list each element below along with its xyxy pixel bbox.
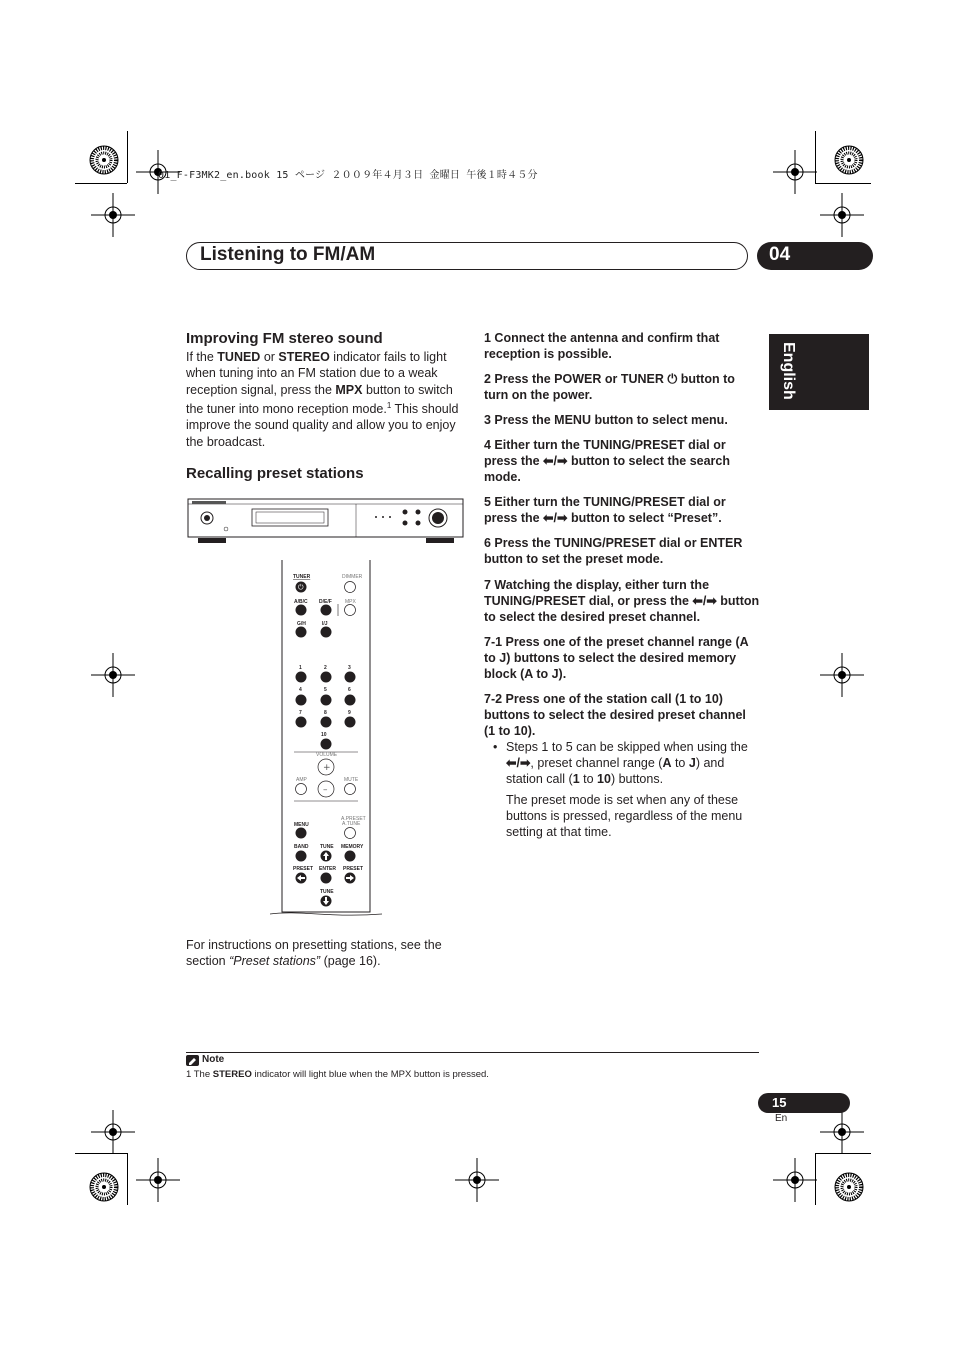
step-5: 5 Either turn the TUNING/PRESET dial or press the ⬅/➡ button to select “Preset”. [484,495,726,525]
note-icon [186,1055,200,1067]
svg-text:6: 6 [348,687,351,693]
page-language-code: En [775,1113,788,1124]
svg-text:10: 10 [321,732,327,738]
svg-text:7: 7 [299,710,302,716]
svg-text:G/H: G/H [297,621,306,627]
footnote-divider [186,1052,759,1053]
section-title-recalling-presets: Recalling preset stations [186,465,364,482]
step-3: 3 Press the MENU button to select menu. [484,413,728,427]
svg-text:⏻: ⏻ [298,583,304,592]
note-title: Note [202,1054,225,1065]
tuner-front-panel-illustration [186,496,466,552]
language-tab [769,334,869,410]
step-7: 7 Watching the display, either turn the TUNING/PRESET dial, or press the ⬅/➡ button to select the desired preset channel. [484,578,760,624]
svg-text:D/E/F: D/E/F [319,599,332,605]
svg-text:+: + [323,763,331,773]
chapter-title: Listening to FM/AM [200,244,376,265]
section-title-fm-stereo: Improving FM stereo sound [186,330,383,347]
footnote-text: 1 The STEREO indicator will light blue when the MPX button is pressed. [186,1069,489,1080]
page-number-tab [758,1093,850,1113]
bullet-marker: • [493,740,498,754]
chapter-number: 04 [769,244,791,265]
language-label: English [780,342,797,400]
svg-text:MPX: MPX [345,599,356,605]
remote-control-illustration [270,560,384,918]
preset-reference-paragraph: For instructions on presetting stations, see the section “Preset stations” (page 16). [186,938,442,968]
svg-text:MENU: MENU [294,822,309,828]
print-header: 01_F-F3MK2_en.book 15 ページ ２００９年４月３日 金曜日 午後１時４５分 [158,170,538,181]
step-6: 6 Press the TUNING/PRESET dial or ENTER button to set the preset mode. [484,536,743,566]
svg-text:5: 5 [324,687,327,693]
svg-text:8: 8 [324,710,327,716]
step-7-1: 7-1 Press one of the preset channel range (A to J) buttons to select the desired memory block (A to J). [484,635,749,681]
step-bullet-text: Steps 1 to 5 can be skipped when using the ⬅/➡, preset channel range (A to J) and station call (1 to 10) buttons. [506,740,748,786]
step-2: 2 Press the POWER or TUNER ⏻ button to turn on the power. [484,372,735,402]
step-1: 1 Connect the antenna and confirm that reception is possible. [484,331,720,361]
chapter-number-tab [757,242,873,270]
svg-text:ENTER: ENTER [319,866,336,872]
fm-stereo-paragraph: If the TUNED or STEREO indicator fails to light when tuning into an FM station due to a weak reception signal, press the MPX button to switch the tuner into mono reception mode.$^1$ This should improve the sound quality and allow you to enjoy the broadcast. [186,350,459,449]
svg-text:AMP: AMP [296,777,307,783]
preset-mode-note: The preset mode is set when any of these buttons is pressed, regardless of the menu setting at that time. [506,793,743,839]
svg-text:3: 3 [348,665,351,671]
svg-text:VOLUME: VOLUME [316,752,338,758]
svg-text:2: 2 [324,665,327,671]
chapter-title-bar [186,242,748,270]
remote-label: TUNER [293,574,311,580]
svg-text:TUNE: TUNE [320,889,334,895]
svg-text:MEMORY: MEMORY [341,844,364,850]
svg-text:4: 4 [299,687,302,693]
svg-text:MUTE: MUTE [344,777,359,783]
remote-label: DIMMER [342,574,363,580]
svg-text:9: 9 [348,710,351,716]
svg-text:1: 1 [299,665,302,671]
svg-text:PRESET: PRESET [343,866,364,872]
page-number: 15 [772,1095,787,1110]
svg-text:I/J: I/J [322,621,328,627]
svg-text:A.TUNE: A.TUNE [342,821,361,827]
svg-text:A.PRESET: A.PRESET [341,816,366,822]
step-7-2: 7-2 Press one of the station call (1 to 10) buttons to select the desired preset channel (1 to 10). [484,692,746,738]
svg-text:TUNE: TUNE [320,844,334,850]
svg-text:BAND: BAND [294,844,309,850]
svg-text:–: – [323,785,328,795]
svg-text:A/B/C: A/B/C [294,599,308,605]
step-4: 4 Either turn the TUNING/PRESET dial or press the ⬅/➡ button to select the search mode. [484,438,731,484]
svg-text:PRESET: PRESET [293,866,314,872]
